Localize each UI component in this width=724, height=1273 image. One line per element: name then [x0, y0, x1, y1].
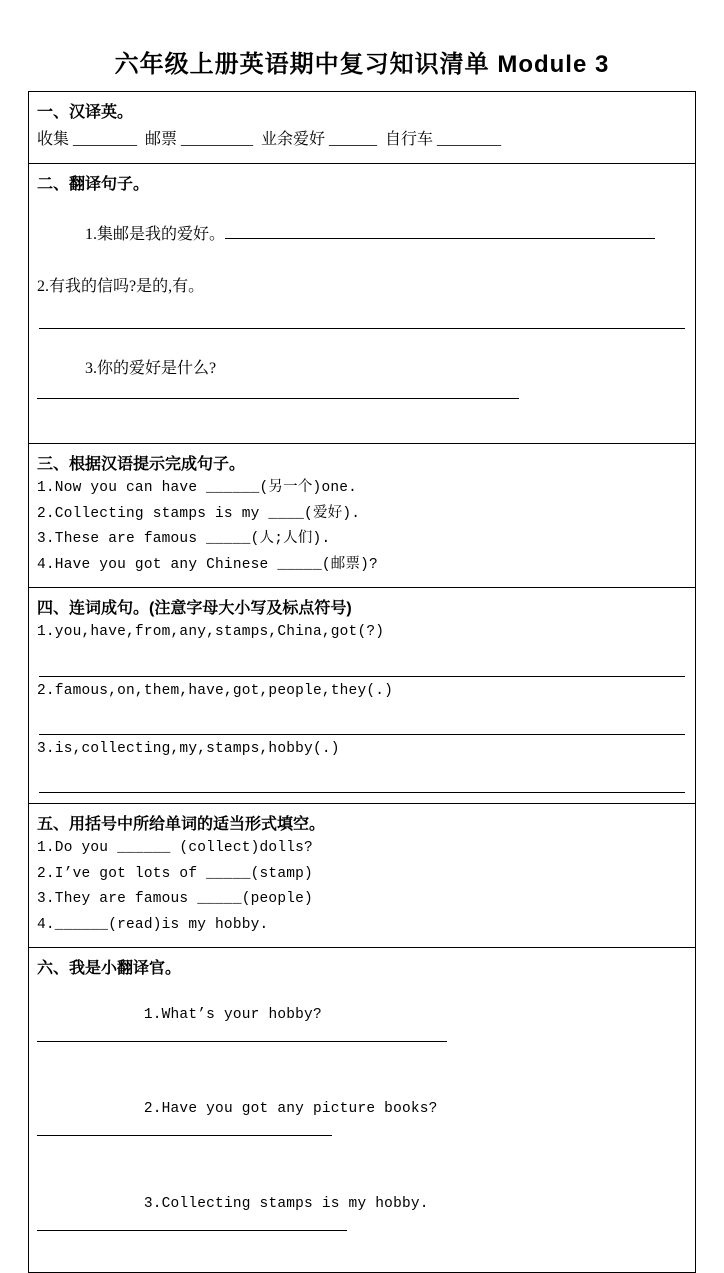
section-5-item-3: 3.They are famous _____(people) — [37, 891, 313, 908]
answer-blank[interactable] — [37, 1026, 447, 1042]
section-2-item-3 — [37, 332, 687, 432]
section-6-item-1 — [37, 981, 687, 1072]
section-cell-4 — [29, 588, 696, 804]
answer-rule[interactable] — [39, 306, 685, 329]
section-heading-4: 四、连词成句。(注意字母大小写及标点符号) — [37, 600, 352, 618]
section-5-item-4: 4.______(read)is my hobby. — [37, 916, 269, 933]
section-5-item-1: 1.Do you ______ (collect)dolls? — [37, 840, 313, 857]
section-heading-1: 一、汉译英。 — [37, 104, 134, 121]
section-6-item-3 — [37, 1170, 687, 1261]
question-text: 3.Collecting stamps is my hobby. — [143, 1195, 429, 1212]
section-2-item-1 — [37, 197, 687, 272]
section-3-item-1: 1.Now you can have ______(另一个)one. — [37, 480, 358, 497]
answer-blank[interactable] — [37, 1121, 332, 1137]
table-row — [29, 163, 696, 443]
section-3-item-3: 3.These are famous _____(人;人们). — [37, 531, 331, 548]
question-text: 1.What’s your hobby? — [143, 1006, 322, 1023]
section-2-item-2: 2.有我的信吗?是的,有。 — [37, 278, 205, 296]
page-title: 六年级上册英语期中复习知识清单 Module 3 — [114, 51, 610, 78]
section-3-item-4: 4.Have you got any Chinese _____(邮票)? — [37, 556, 378, 573]
answer-blank[interactable] — [225, 222, 655, 239]
table-row — [29, 444, 696, 588]
section-4-item-3: 3.is,collecting,my,stamps,hobby(.) — [37, 740, 340, 757]
section-heading-2: 二、翻译句子。 — [37, 175, 150, 193]
section-cell-6 — [29, 948, 696, 1273]
section-heading-5: 五、用括号中所给单词的适当形式填空。 — [37, 816, 326, 834]
answer-rule[interactable] — [39, 708, 685, 735]
section-1-item-1: 收集 ________ 邮票 _________ 业余爱好 ______ 自行车 ________ — [37, 131, 502, 148]
section-4-item-2: 2.famous,on,them,have,got,people,they(.) — [37, 682, 394, 699]
table-row — [29, 948, 696, 1273]
table-row — [29, 588, 696, 804]
question-text: 2.Have you got any picture books? — [143, 1101, 438, 1118]
table-row — [29, 804, 696, 948]
answer-rule[interactable] — [39, 766, 685, 793]
answer-blank[interactable] — [37, 382, 519, 399]
question-text: 3.你的爱好是什么? — [85, 359, 217, 377]
section-heading-6: 六、我是小翻译官。 — [37, 960, 182, 978]
section-heading-3: 三、根据汉语提示完成句子。 — [37, 456, 246, 474]
section-cell-3 — [29, 444, 696, 588]
question-text: 1.集邮是我的爱好。 — [85, 225, 226, 243]
section-3-item-2: 2.Collecting stamps is my ____(爱好). — [37, 505, 361, 522]
section-cell-2 — [29, 163, 696, 443]
section-cell-1 — [29, 92, 696, 164]
section-5-item-2: 2.I’ve got lots of _____(stamp) — [37, 865, 313, 882]
answer-blank[interactable] — [37, 1215, 347, 1231]
section-cell-5 — [29, 804, 696, 948]
section-6-item-2 — [37, 1076, 687, 1167]
worksheet-table — [28, 91, 696, 1273]
section-4-item-1: 1.you,have,from,any,stamps,China,got(?) — [37, 624, 385, 641]
table-row — [29, 92, 696, 164]
answer-rule[interactable] — [39, 650, 685, 677]
